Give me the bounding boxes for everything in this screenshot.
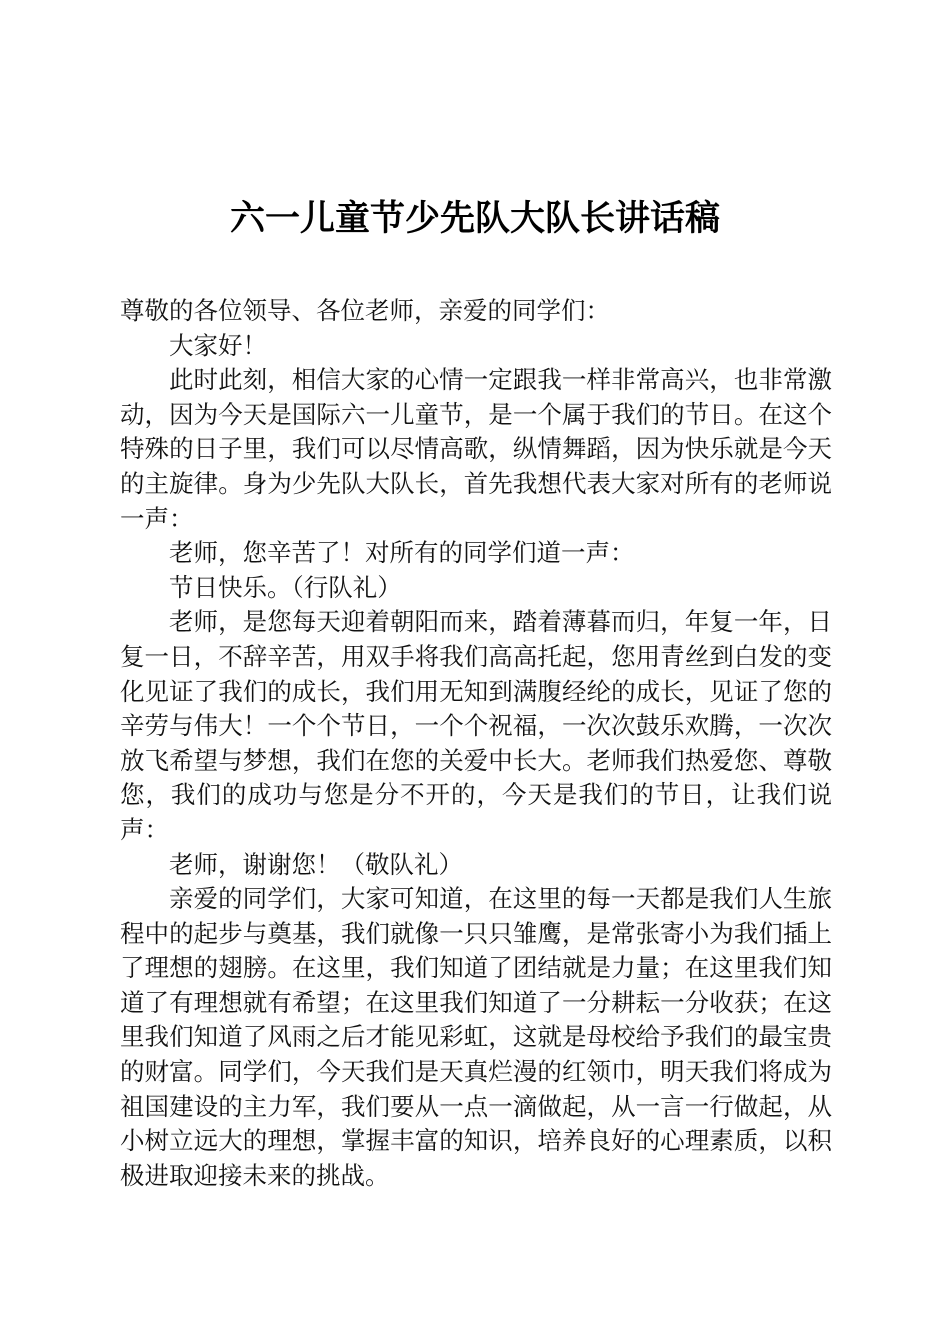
paragraph-students: 亲爱的同学们，大家可知道，在这里的每一天都是我们人生旅程中的起步与奠基，我们就像一只只雏鹰，是常张寄小为我们插上了理想的翅膀。在这里，我们知道了团结就是力量；在这里我们知道了有理想就有希望；在这里我们知道了一分耕耘一分收获；在这里我们知道了风雨之后才能见彩虹，这就是母校给予我们的最宝贵的财富。同学们，今天我们是天真烂漫的红领巾，明天我们将成为祖国建设的主力军，我们要从一点一滴做起，从一言一行做起，从小树立远大的理想，掌握丰富的知识，培养良好的心理素质，以积极进取迎接未来的挑战。 bbox=[120, 884, 832, 1190]
document-body bbox=[120, 294, 832, 1193]
paragraph-teachers-tribute: 老师，是您每天迎着朝阳而来，踏着薄暮而归，年复一年，日复一日，不辞辛苦，用双手将我们高高托起，您用青丝到白发的变化见证了我们的成长，我们用无知到满腹经纶的成长，见证了您的辛劳与伟大！一个个节日，一个个祝福，一次次鼓乐欢腾，一次次放飞希望与梦想，我们在您的关爱中长大。老师我们热爱您、尊敬您，我们的成功与您是分不开的，今天是我们的节日，让我们说声： bbox=[120, 607, 832, 844]
paragraph-intro: 此时此刻，相信大家的心情一定跟我一样非常高兴，也非常激动，因为今天是国际六一儿童节，是一个属于我们的节日。在这个特殊的日子里，我们可以尽情高歌，纵情舞蹈，因为快乐就是今天的主旋律。身为少先队大队长，首先我想代表大家对所有的老师说一声： bbox=[120, 365, 832, 533]
paragraph-thank-you: 老师，谢谢您！（敬队礼） bbox=[169, 849, 463, 879]
paragraph-thanks-teachers: 老师，您辛苦了！对所有的同学们道一声： bbox=[169, 538, 635, 568]
document-title: 六一儿童节少先队大队长讲话稿 bbox=[229, 198, 720, 239]
salutation: 尊敬的各位领导、各位老师，亲爱的同学们： bbox=[120, 296, 610, 325]
paragraph-holiday-wish: 节日快乐。（行队礼） bbox=[169, 572, 402, 602]
paragraph-greeting: 大家好！ bbox=[169, 330, 267, 360]
